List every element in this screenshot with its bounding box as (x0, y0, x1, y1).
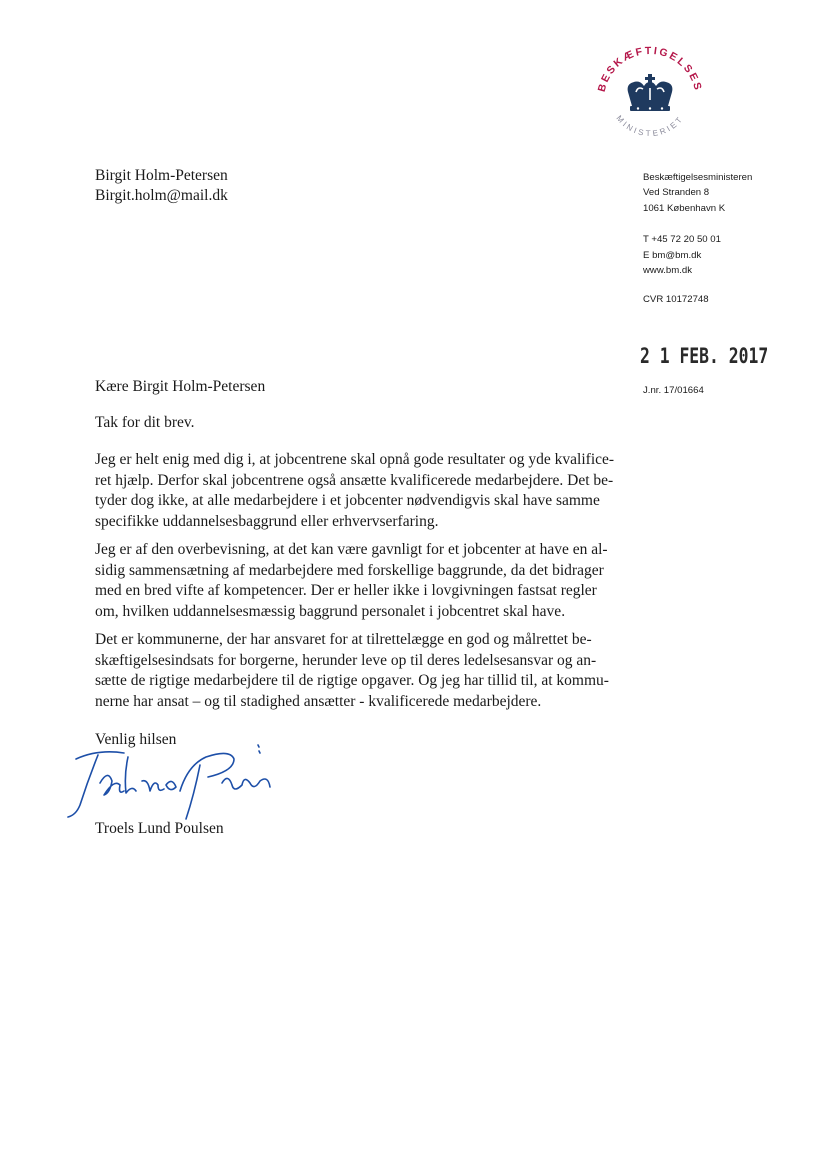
paragraph-line: Jeg er af den overbevisning, at det kan være gavnligt for et jobcenter at have en al- (95, 541, 608, 558)
thanks-line: Tak for dit brev. (95, 414, 195, 431)
crown-icon (628, 74, 673, 111)
recipient-name: Birgit Holm-Petersen (95, 167, 228, 184)
paragraph-line: om, hvilken uddannelsesmæssig baggrund personalet i jobcentret skal have. (95, 602, 566, 620)
handwritten-signature (58, 735, 278, 825)
paragraph-line: ret hjælp. Derfor skal jobcentrene også ansætte kvalificerede medarbejdere. Det be- (95, 471, 614, 489)
paragraph-line: Jeg er helt enig med dig i, at jobcentrene skal opnå gode resultater og yde kvalificе- (95, 451, 615, 468)
sender-cvr: CVR 10172748 (643, 294, 709, 306)
sender-city: 1061 København K (643, 202, 726, 214)
paragraph-line: specifikke uddannelsesbaggrund eller erhvervserfaring. (95, 512, 439, 530)
date-stamp: 2 1 FEB. 2017 (640, 344, 769, 368)
paragraph-line: skæftigelsesindsats for borgerne, herunder leve op til deres ledelsesansvar og an- (95, 651, 597, 669)
paragraph-line: sidig sammensætning af medarbejdere med forskellige baggrunde, da det bidrager (95, 561, 604, 579)
recipient-block (95, 166, 228, 206)
ministry-logo (588, 38, 712, 162)
closing: Venlig hilsen (95, 731, 177, 748)
paragraph-3 (95, 630, 609, 712)
paragraph-line: nerne har ansat – og til stadighed ansætter - kvalificerede medarbejdere. (95, 692, 542, 710)
recipient-email: Birgit.holm@mail.dk (95, 187, 228, 204)
paragraph-line: sætte de rigtige medarbejdere til de rigtige opgaver. Og jeg har tillid til, at kommu- (95, 672, 609, 689)
journal-number: J.nr. 17/01664 (643, 385, 704, 396)
sender-phone: T +45 72 20 50 01 (643, 234, 721, 246)
paragraph-line: med en bred vifte af kompetencer. Der er heller ikke i lovgivningen fastsat regler (95, 582, 597, 599)
greeting: Kære Birgit Holm-Petersen (95, 378, 266, 395)
sender-street: Ved Stranden 8 (643, 187, 710, 199)
sender-block (643, 170, 752, 308)
sender-web: www.bm.dk (643, 265, 693, 277)
paragraph-2 (95, 540, 608, 622)
paragraph-line: Det er kommunerne, der har ansvaret for at tilrettelægge en god og målrettet be- (95, 631, 592, 648)
sender-org: Beskæftigelsesministeren (643, 172, 753, 183)
logo-ring-top-text: BESKÆFTIGELSES (595, 44, 705, 94)
sender-email: E bm@bm.dk (643, 249, 702, 261)
paragraph-1 (95, 450, 614, 532)
paragraph-line: tyder dog ikke, at alle medarbejdere i et jobcenter nødvendigvis skal have samme (95, 492, 600, 509)
signer-name: Troels Lund Poulsen (95, 820, 224, 837)
logo-ring-bottom-text: MINISTERIET (614, 113, 686, 139)
